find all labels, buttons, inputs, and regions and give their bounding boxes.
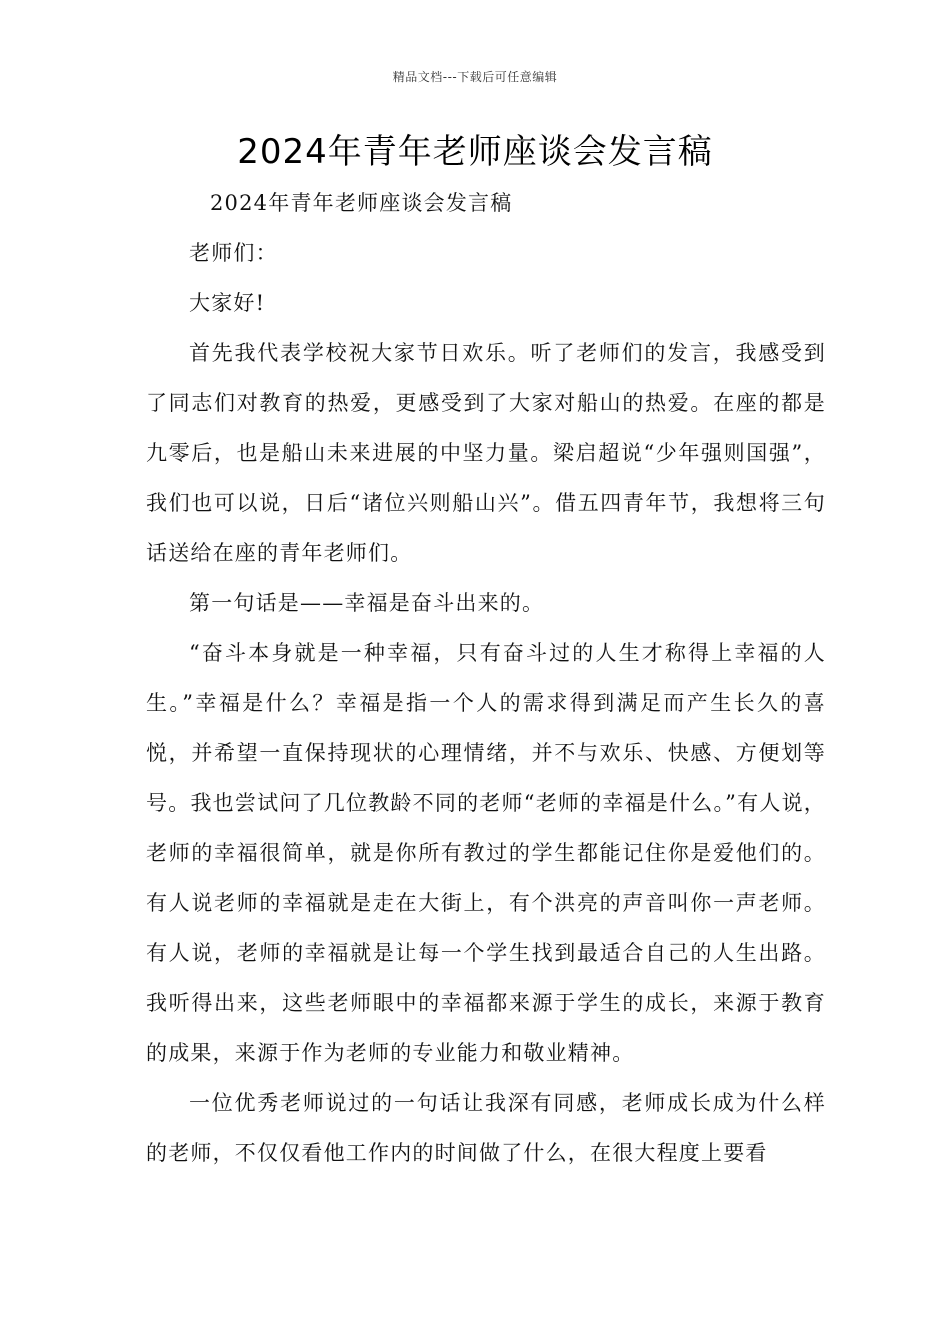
paragraph-opening: 首先我代表学校祝大家节日欢乐。听了老师们的发言，我感受到了同志们对教育的热爱，更感受到了大家对船山的热爱。在座的都是九零后，也是船山未来进展的中坚力量。梁启超说“少年强则国强”，我们也可以说，日后“诸位兴则船山兴”。借五四青年节，我想将三句话送给在座的青年老师们。 (146, 341, 826, 565)
header-note: 精品文档---下载后可任意编辑 (392, 70, 558, 84)
document-body (146, 178, 826, 1178)
document-subtitle: 2024年青年老师座谈会发言稿 (210, 191, 513, 215)
paragraph-excellent-teacher: 一位优秀老师说过的一句话让我深有同感，老师成长成为什么样的老师，不仅仅看他工作内的时间做了什么，在很大程度上要看 (146, 1091, 826, 1165)
document-title: 2024年青年老师座谈会发言稿 (237, 132, 713, 172)
paragraph-greeting-teachers: 老师们： (189, 241, 278, 265)
paragraph-happiness: “奋斗本身就是一种幸福，只有奋斗过的人生才称得上幸福的人生。”幸福是什么？幸福是指一个人的需求得到满足而产生长久的喜悦，并希望一直保持现状的心理情绪，并不与欢乐、快感、方便划等号。我也尝试问了几位教龄不同的老师“老师的幸福是什么。”有人说，老师的幸福很简单，就是你所有教过的学生都能记住你是爱他们的。有人说老师的幸福就是走在大街上，有个洪亮的声音叫你一声老师。有人说，老师的幸福就是让每一个学生找到最适合自己的人生出路。我听得出来，这些老师眼中的幸福都来源于学生的成长，来源于教育的成果，来源于作为老师的专业能力和敬业精神。 (146, 641, 826, 1065)
paragraph-greeting-all: 大家好! (189, 291, 266, 315)
paragraph-first-point: 第一句话是——幸福是奋斗出来的。 (189, 591, 545, 615)
